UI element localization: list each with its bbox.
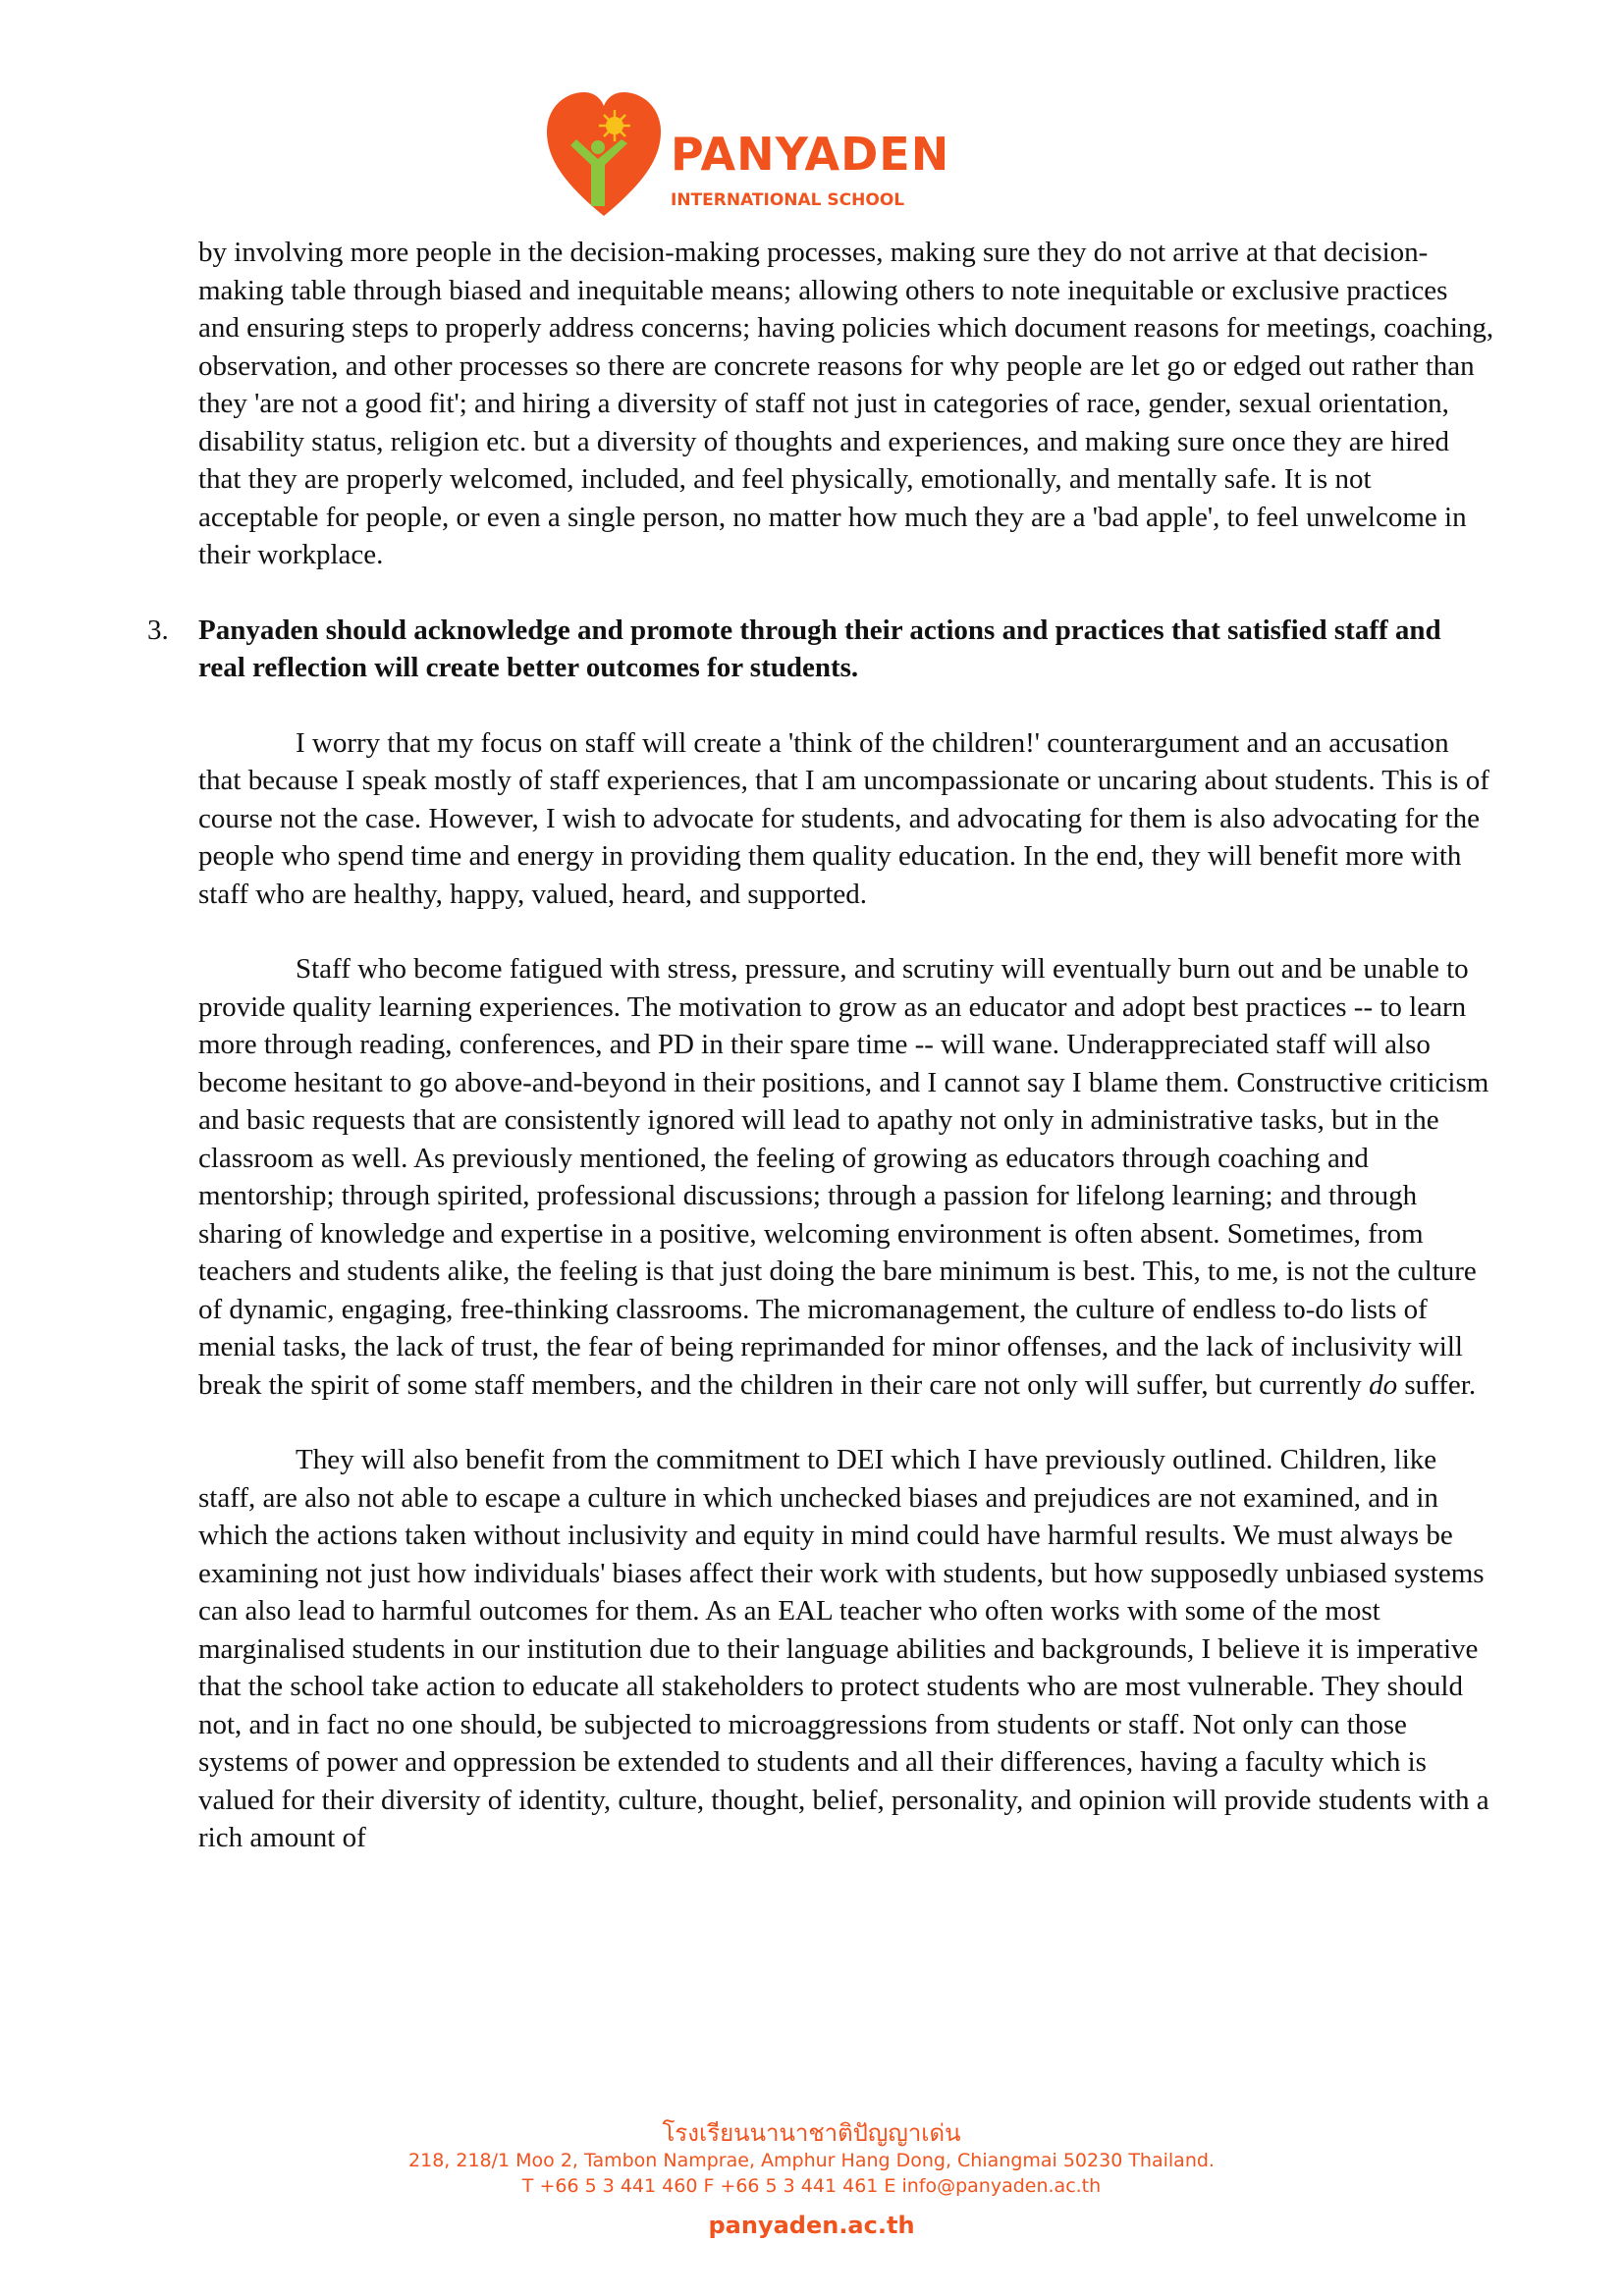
page-footer xyxy=(0,2118,1623,2242)
footer-contact: T +66 5 3 441 460 F +66 5 3 441 461 E info@panyaden.ac.th xyxy=(521,2175,1102,2197)
paragraph-continuation: by involving more people in the decision-making processes, making sure they do not arrive at that decision-making table through biased and inequitable means; allowing others to note inequitable or exclusive practices and ensuring steps to properly address concerns; having policies which document reasons for meetings, coaching, observation, and other processes so there are concrete reasons for why people are let go or edged out rather than they 'are not a good fit'; and hiring a diversity of staff not just in categories of race, gender, sexual orientation, disability status, religion etc. but a diversity of thoughts and experiences, and making sure once they are hired that they are properly welcomed, included, and feel physically, emotionally, and mentally safe. It is not acceptable for people, or even a single person, no matter how much they are a 'bad apple', to feel unwelcome in their workplace. xyxy=(198,237,1494,570)
document-body xyxy=(147,234,1494,1857)
item-number: 3. xyxy=(147,614,169,646)
logo-wordmark: PANYADEN xyxy=(671,128,950,181)
paragraph-text: Staff who become fatigued with stress, pressure, and scrutiny will eventually burn out and be unable to provide quality learning experiences. The motivation to grow as an educator and adopt best practices -- to learn more through reading, conferences, and PD in their spare time -- will wane. Underappreciated staff will also become hesitant to go above-and-beyond in their positions, and I cannot say I blame them. Constructive criticism and basic requests that are consistently ignored will lead to apathy not only in administrative tasks, but in the classroom as well. As previously mentioned, the feeling of growing as educators through coaching and mentorship; through spirited, professional discussions; through a passion for lifelong learning; and through sharing of knowledge and expertise in a positive, welcoming environment is often absent. Sometimes, from teachers and students alike, the feeling is that just doing the bare minimum is best. This, to me, is not the culture of dynamic, engaging, free-thinking classrooms. The micromanagement, the culture of endless to-do lists of menial tasks, the lack of trust, the fear of being reprimanded for minor offenses, and the lack of inclusivity will break the spirit of some staff members, and the children in their care not only will suffer, but currently xyxy=(198,953,1489,1401)
heart-with-figure-icon xyxy=(545,90,663,223)
paragraph: They will also benefit from the commitment to DEI which I have previously outlined. Children, like staff, are also not able to escape a culture in which unchecked biases and prejudices are not examined, and in which the actions taken without inclusivity and equity in mind could have harmful results. We must always be examining not just how individuals' biases affect their work with students, but how supposedly unbiased systems can also lead to harmful outcomes for them. As an EAL teacher who often works with some of the most marginalised students in our institution due to their language abilities and backgrounds, I believe it is imperative that the school take action to educate all stakeholders to protect students who are most vulnerable. They should not, and in fact no one should, be subjected to microaggressions from students or staff. Not only can those systems of power and oppression be extended to students and all their differences, having a faculty which is valued for their diversity of identity, culture, thought, belief, personality, and opinion will provide students with a rich amount of xyxy=(198,1444,1489,1853)
paragraph xyxy=(198,950,1494,1404)
paragraph-text-end: suffer. xyxy=(1397,1368,1477,1401)
item-heading: Panyaden should acknowledge and promote through their actions and practices that satisfied staff and real reflection will create better outcomes for students. xyxy=(198,614,1441,683)
logo-subtitle: INTERNATIONAL SCHOOL xyxy=(671,190,905,210)
footer-address: 218, 218/1 Moo 2, Tambon Namprae, Amphur Hang Dong, Chiangmai 50230 Thailand. xyxy=(408,2150,1215,2171)
emphasis-text: do xyxy=(1369,1368,1398,1401)
footer-website: panyaden.ac.th xyxy=(708,2212,915,2239)
numbered-item-3 xyxy=(147,612,1494,687)
footer-thai-name: โรงเรียนนานาชาติปัญญาเด่น xyxy=(662,2119,961,2147)
school-logo xyxy=(545,90,997,228)
paragraph: I worry that my focus on staff will create a 'think of the children!' counterargument and an accusation that because I speak mostly of staff experiences, that I am uncompassionate or uncaring about students. This is of course not the case. However, I wish to advocate for students, and advocating for them is also advocating for the people who spend time and energy in providing them quality education. In the end, they will benefit more with staff who are healthy, happy, valued, heard, and supported. xyxy=(198,726,1489,910)
